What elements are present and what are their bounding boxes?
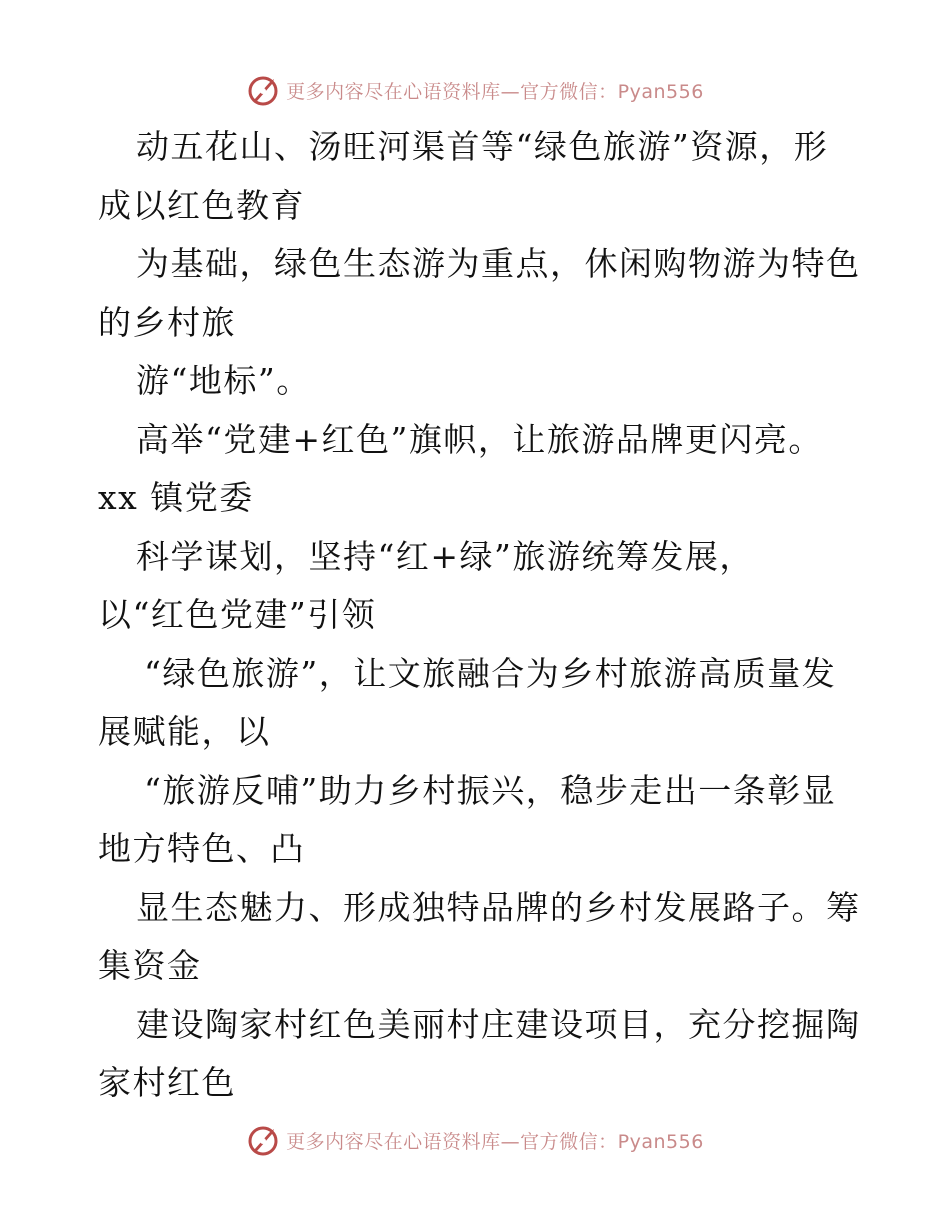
text-line: 科学谋划，坚持“红+绿”旅游统筹发展，: [136, 536, 754, 576]
document-body: [98, 118, 861, 1113]
text-line: 集资金: [98, 946, 202, 985]
text-line: 以“红色党建”引领: [98, 595, 377, 634]
header-banner: [0, 70, 950, 110]
text-line: 为基础，绿色生态游为重点，休闲购物游为特色: [136, 244, 861, 283]
text-line: 游“地标”。: [136, 361, 311, 400]
text-line: 高举“党建+红色”旗帜，让旅游品牌更闪亮。: [136, 419, 823, 459]
text-line: “绿色旅游”，让文旅融合为乡村旅游高质量发: [144, 653, 837, 693]
text-line: 展赋能，以: [98, 712, 271, 751]
quill-pen-logo-icon: [246, 73, 280, 107]
text-line: 地方特色、凸: [98, 829, 305, 868]
text-line: xx 镇党委: [98, 478, 254, 517]
text-line: 建设陶家村红色美丽村庄建设项目，充分挖掘陶: [136, 1004, 861, 1044]
footer-banner: [0, 1120, 950, 1160]
text-line: 动五花山、汤旺河渠首等“绿色旅游”资源，形: [136, 127, 829, 166]
header-banner-text: 更多内容尽在心语资料库—官方微信：Pyan556: [286, 80, 704, 103]
text-line: 的乡村旅: [98, 302, 236, 342]
quill-pen-logo-icon: [246, 1123, 280, 1157]
text-line: 显生态魅力、形成独特品牌的乡村发展路子。筹: [136, 887, 861, 927]
footer-banner-text: 更多内容尽在心语资料库—官方微信：Pyan556: [286, 1130, 704, 1153]
text-line: 家村红色: [98, 1063, 236, 1102]
text-line: 成以红色教育: [98, 185, 305, 225]
text-line: “旅游反哺”助力乡村振兴，稳步走出一条彰显: [144, 770, 837, 810]
